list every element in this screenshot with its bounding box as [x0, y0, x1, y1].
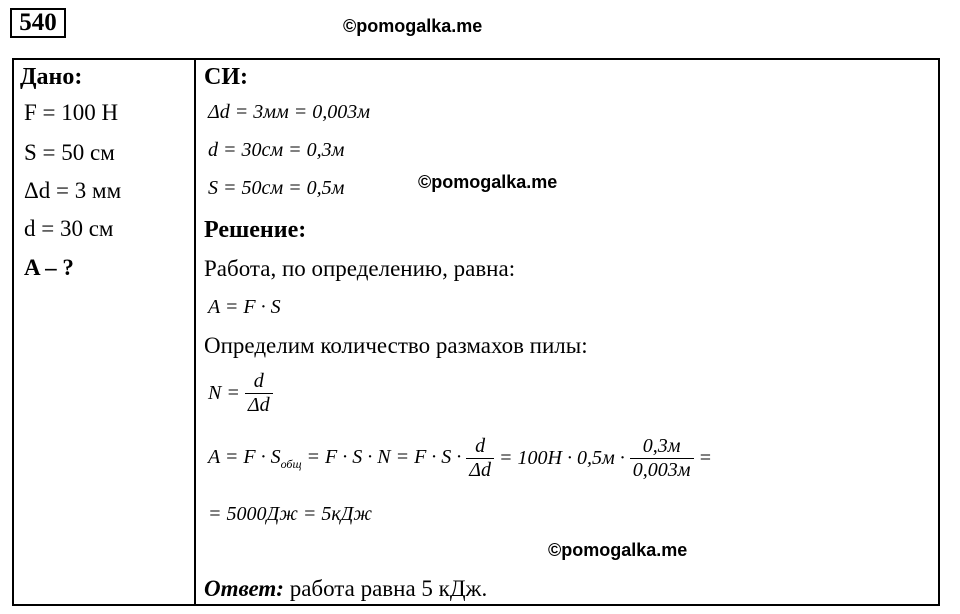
given-header: Дано: — [20, 64, 83, 90]
fraction-2-denominator: 0,003м — [630, 458, 694, 482]
solution-header: Решение: — [204, 217, 307, 243]
formula-calculation — [208, 435, 712, 482]
calc-part-c: = 100H · 0,5м · — [499, 447, 625, 469]
watermark-bottom: ©pomogalka.me — [548, 540, 688, 560]
solution-text-strokes: Определим количество размахов пилы: — [204, 333, 588, 358]
si-length: d = 30см = 0,3м — [208, 139, 345, 161]
formula-result: = 5000Дж = 5кДж — [208, 503, 373, 525]
answer-text: работа равна 5 кДж. — [289, 576, 488, 601]
solution-table — [12, 58, 940, 606]
fraction-values — [630, 435, 694, 482]
given-force: F = 100 Н — [24, 100, 119, 125]
given-distance: S = 50 см — [24, 140, 115, 165]
fraction-n-denominator: Δd — [245, 393, 273, 417]
formula-n-lhs: N = — [208, 382, 240, 404]
answer-label: Ответ: — [204, 576, 284, 601]
si-distance: S = 50см = 0,5м — [208, 177, 345, 199]
fraction-n — [245, 370, 273, 417]
fraction-1-numerator: d — [475, 435, 486, 457]
calc-part-a: A = F · S — [208, 445, 281, 468]
solution-text-work: Работа, по определению, равна: — [204, 256, 516, 281]
fraction-1-denominator: Δd — [466, 458, 494, 482]
calc-part-b: = F · S · N = F · S · — [306, 445, 462, 468]
given-unknown: A – ? — [24, 255, 74, 280]
formula-work: A = F · S — [208, 296, 281, 318]
si-header: СИ: — [204, 64, 248, 90]
fraction-d-over-delta — [466, 435, 494, 482]
watermark-top: ©pomogalka.me — [343, 16, 483, 36]
si-stroke: Δd = 3мм = 0,003м — [208, 101, 371, 123]
calc-subscript: общ — [280, 456, 302, 471]
column-divider — [194, 58, 196, 606]
formula-n — [208, 370, 273, 417]
fraction-2-numerator: 0,3м — [642, 435, 681, 457]
problem-number: 540 — [10, 8, 66, 38]
given-length: d = 30 см — [24, 216, 114, 241]
watermark-middle: ©pomogalka.me — [418, 172, 558, 192]
answer-line — [204, 576, 487, 602]
given-stroke: Δd = 3 мм — [24, 178, 122, 203]
fraction-n-numerator: d — [253, 370, 264, 392]
calc-part-d: = — [698, 447, 712, 469]
